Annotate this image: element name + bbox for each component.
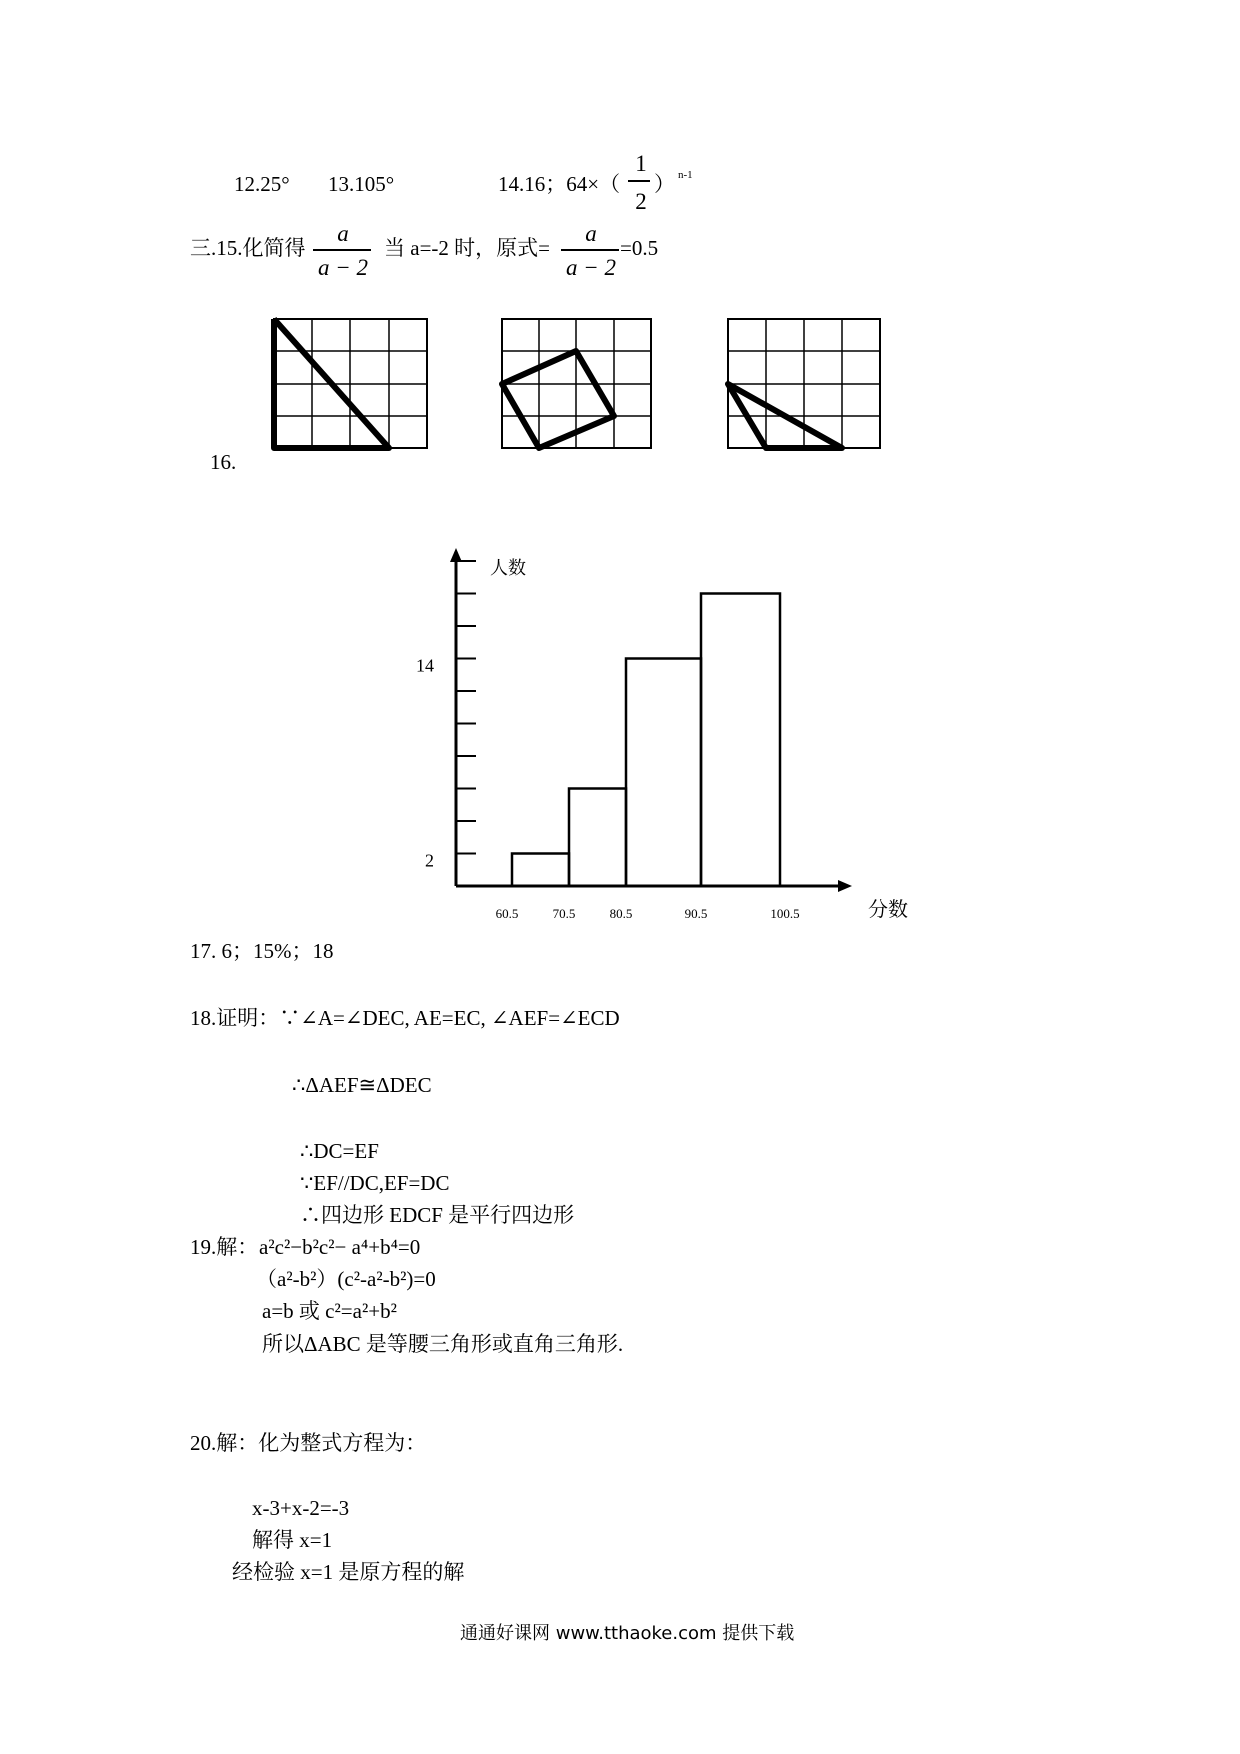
answer-13: 13.105°: [328, 172, 395, 196]
q15-middle: 当 a=-2 时，原式=: [384, 236, 551, 260]
y-tick-label: 2: [425, 850, 434, 871]
q15-result: =0.5: [620, 236, 659, 260]
q15-fraction1-denominator: a − 2: [317, 255, 369, 280]
x-tick-label: 70.5: [552, 906, 576, 921]
x-axis-arrow: [838, 880, 852, 892]
q19-eq2: （a²-b²）(c²-a²-b²)=0: [256, 1267, 436, 1291]
x-tick-label: 90.5: [684, 906, 708, 921]
answer-14-prefix: 14.16；64×（: [498, 172, 621, 196]
answer-14-fraction-denominator: 2: [635, 189, 647, 214]
y-axis-arrow: [450, 548, 462, 562]
q15-fraction2-numerator: a: [585, 221, 597, 246]
q15-fraction1-numerator: a: [337, 221, 349, 246]
q15-fraction2-denominator: a − 2: [565, 255, 617, 280]
q17-answer: 17. 6；15%；18: [190, 939, 334, 963]
q18-line3: ∴DC=EF: [300, 1139, 379, 1163]
histogram-bar: [512, 854, 569, 887]
y-tick-label: 14: [416, 655, 434, 676]
histogram-bar: [701, 594, 780, 887]
q19-eq3: a=b 或 c²=a²+b²: [262, 1299, 397, 1323]
q15-prefix: 三.15.化简得: [190, 236, 306, 260]
y-axis-title: 人数: [490, 558, 526, 579]
q18-line2: ∴ΔAEF≅ΔDEC: [292, 1073, 432, 1097]
q18-line1: 18.证明：∵∠A=∠DEC, AE=EC, ∠AEF=∠ECD: [190, 1006, 620, 1030]
x-axis-title: 分数: [868, 897, 908, 921]
x-tick-label: 100.5: [770, 906, 800, 921]
q20-line1: 20.解：化为整式方程为：: [190, 1431, 427, 1455]
q19-conclusion: 所以ΔABC 是等腰三角形或直角三角形.: [262, 1332, 624, 1356]
q20-line3: 解得 x=1: [252, 1528, 333, 1552]
x-tick-label: 60.5: [495, 906, 519, 921]
histogram-bar: [626, 659, 701, 887]
q20-line4: 经检验 x=1 是原方程的解: [232, 1560, 465, 1584]
q18-line4: ∵EF//DC,EF=DC: [300, 1171, 450, 1195]
answer-14-fraction-numerator: 1: [635, 151, 647, 176]
footer-credit: 通通好课网 www.tthaoke.com 提供下载: [460, 1623, 795, 1644]
q16-label: 16.: [210, 450, 237, 474]
q18-line5: ∴四边形 EDCF 是平行四边形: [300, 1203, 575, 1227]
q20-line2: x-3+x-2=-3: [252, 1496, 350, 1520]
histogram-bar: [569, 789, 626, 887]
answer-14-exponent: n-1: [678, 169, 693, 181]
x-tick-label: 80.5: [609, 906, 633, 921]
answer-12: 12.25°: [234, 172, 290, 196]
q19-label: 19.解：: [190, 1235, 259, 1259]
q19-eq1: a²c²−b²c²− a⁴+b⁴=0: [259, 1235, 421, 1259]
answer-14-close: ）: [654, 172, 675, 196]
